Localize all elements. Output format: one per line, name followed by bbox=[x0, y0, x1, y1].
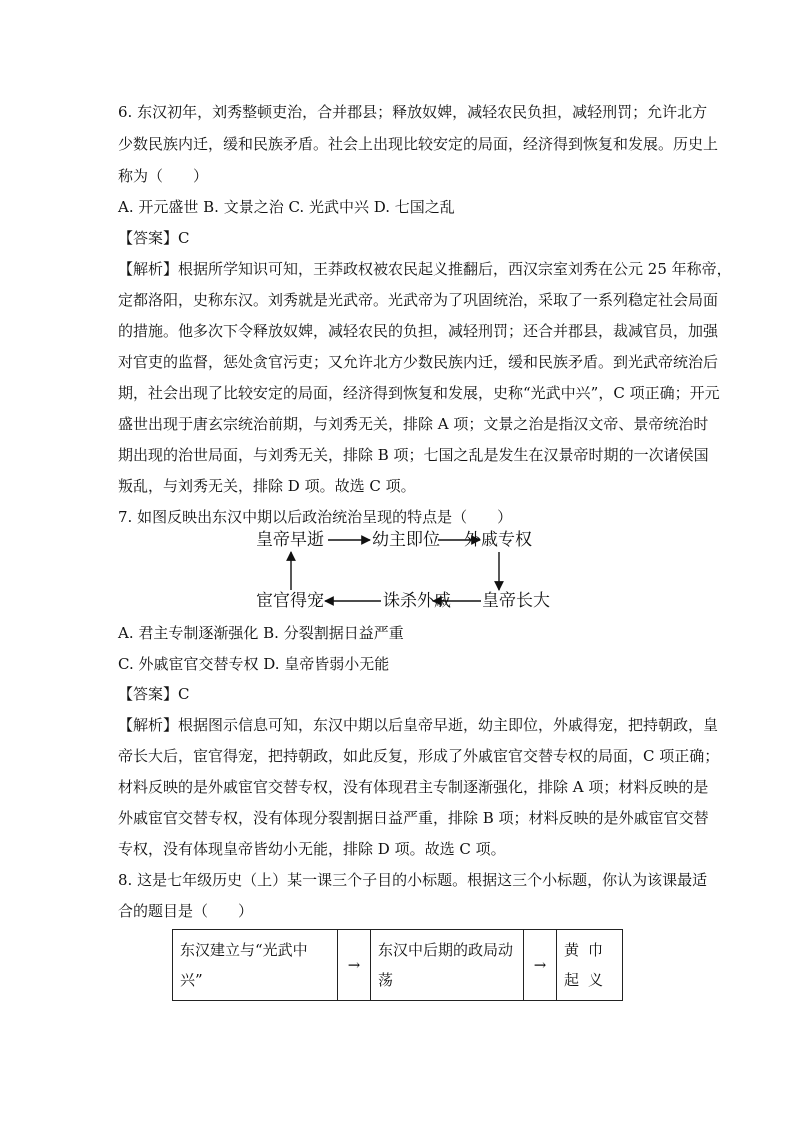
q7-analysis-line-3: 材料反映的是外戚宦官交替专权，没有体现君主专制逐渐强化，排除 A 项；材料反映的是 bbox=[118, 778, 709, 796]
q6-analysis-line-1: 【解析】根据所学知识可知，王莽政权被农民起义推翻后，西汉宗室刘秀在公元 25 年称帝， bbox=[118, 260, 732, 278]
q6-stem-line-2: 少数民族内迁，缓和民族矛盾。社会上出现比较安定的局面，经济得到恢复和发展。历史上 bbox=[118, 135, 719, 153]
politics-cycle-diagram bbox=[250, 532, 550, 614]
q6-analysis-line-5: 期，社会出现了比较安定的局面，经济得到恢复和发展，史称“光武中兴”，C 项正确；开元 bbox=[118, 384, 720, 402]
node-emperor-dies-young: 皇帝早逝 bbox=[256, 530, 324, 550]
q7-analysis-line-5: 专权，没有体现皇帝皆幼小无能，排除 D 项。故选 C 项。 bbox=[118, 840, 506, 858]
subtitle-cell-3: 黄巾起义 bbox=[557, 930, 623, 1001]
arrow-right-icon: → bbox=[338, 930, 371, 1001]
q6-stem-line-3: 称为（ ） bbox=[118, 167, 209, 185]
node-emperor-grows-up: 皇帝长大 bbox=[482, 591, 550, 611]
q7-analysis-line-2: 帝长大后，宦官得宠，把持朝政，如此反复，形成了外戚宦官交替专权的局面，C 项正确； bbox=[118, 747, 720, 765]
subtitle-cell-2: 东汉中后期的政局动荡 bbox=[371, 930, 524, 1001]
q7-options-line-2: C. 外戚宦官交替专权 D. 皇帝皆弱小无能 bbox=[118, 655, 390, 673]
node-child-emperor-enthroned: 幼主即位 bbox=[372, 530, 440, 550]
q8-stem-line-1: 8. 这是七年级历史（上）某一课三个子目的小标题。根据这三个小标题，你认为该课最适 bbox=[118, 871, 708, 889]
q6-options: A. 开元盛世 B. 文景之治 C. 光武中兴 D. 七国之乱 bbox=[118, 198, 455, 216]
q6-analysis-line-3: 的措施。他多次下令释放奴婢，减轻农民的负担，减轻刑罚；还合并郡县，裁减官员，加强 bbox=[118, 322, 719, 340]
subtitles-table bbox=[172, 929, 623, 1001]
q6-analysis-line-4: 对官吏的监督，惩处贪官污吏；又允许北方少数民族内迁，缓和民族矛盾。到光武帝统治后 bbox=[118, 353, 719, 371]
q6-analysis-line-8: 叛乱，与刘秀无关，排除 D 项。故选 C 项。 bbox=[118, 477, 416, 495]
node-eunuchs-favored: 宦官得宠 bbox=[256, 591, 324, 611]
table-row bbox=[173, 930, 623, 1001]
q7-stem: 7. 如图反映出东汉中期以后政治统治呈现的特点是（ ） bbox=[118, 508, 513, 526]
q6-analysis-line-6: 盛世出现于唐玄宗统治前期，与刘秀无关，排除 A 项；文景之治是指汉文帝、景帝统治时 bbox=[118, 415, 709, 433]
q7-answer: 【答案】C bbox=[118, 685, 190, 703]
q6-analysis-line-2: 定都洛阳，史称东汉。刘秀就是光武帝。光武帝为了巩固统治，采取了一系列稳定社会局面 bbox=[118, 291, 719, 309]
node-consort-clan-dominates: 外戚专权 bbox=[464, 530, 532, 550]
q6-analysis-line-7: 期出现的治世局面，与刘秀无关，排除 B 项；七国之乱是发生在汉景帝时期的一次诸侯国 bbox=[118, 446, 709, 464]
subtitle-cell-1: 东汉建立与“光武中兴” bbox=[173, 930, 338, 1001]
q7-options-line-1: A. 君主专制逐渐强化 B. 分裂割据日益严重 bbox=[118, 624, 404, 642]
q6-answer: 【答案】C bbox=[118, 229, 190, 247]
arrow-right-icon: → bbox=[524, 930, 557, 1001]
node-kill-consort-clan: 诛杀外戚 bbox=[383, 591, 451, 611]
q7-analysis-line-4: 外戚宦官交替专权，没有体现分裂割据日益严重，排除 B 项；材料反映的是外戚宦官交替 bbox=[118, 809, 709, 827]
q8-stem-line-2: 合的题目是（ ） bbox=[118, 902, 254, 920]
q6-stem-line-1: 6. 东汉初年，刘秀整顿吏治，合并郡县；释放奴婢，减轻农民负担，减轻刑罚；允许北方 bbox=[118, 103, 708, 121]
q7-analysis-line-1: 【解析】根据图示信息可知，东汉中期以后皇帝早逝，幼主即位，外戚得宠，把持朝政，皇 bbox=[118, 716, 719, 734]
